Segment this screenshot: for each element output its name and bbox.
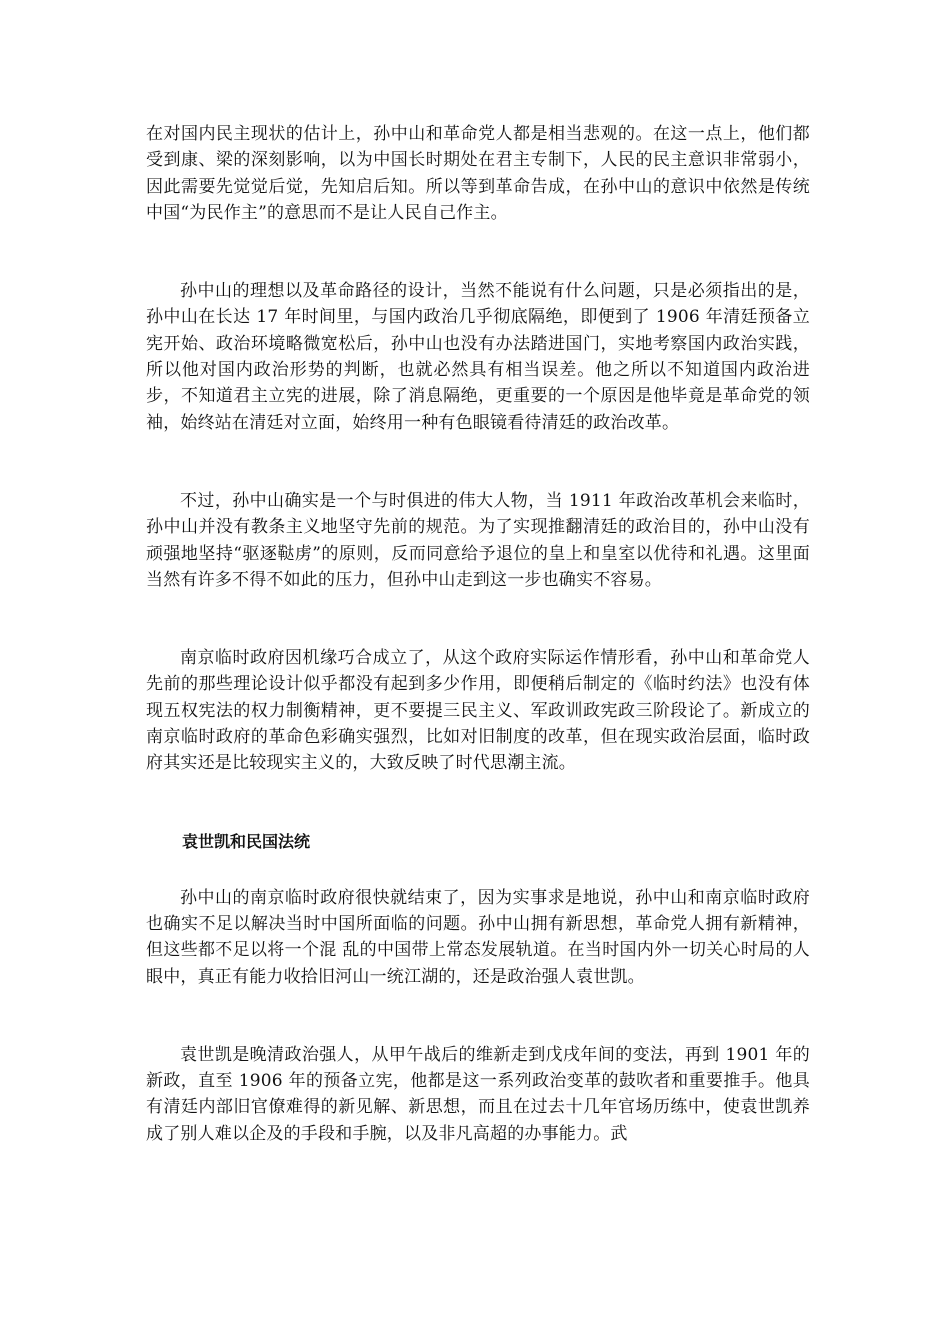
paragraph-spacer [146, 226, 810, 278]
document-page [146, 121, 810, 1147]
paragraph-spacer [146, 855, 810, 885]
section-heading: 袁世凯和民国法统 [182, 831, 311, 851]
paragraph-spacer [146, 777, 810, 829]
paragraph-spacer [146, 593, 810, 645]
paragraph-5: 孙中山的南京临时政府很快就结束了，因为实事求是地说，孙中山和南京临时政府也确实不足以解决当时中国所面临的问题。孙中山拥有新思想，革命党人拥有新精神，但这些都不足以将一个混 乱的中国带上常态发展轨道。在当时国内外一切关心时局的人眼中，真正有能力收拾旧河山一统江湖的，还是政治强人袁世凯。 [146, 887, 810, 987]
paragraph-1: 在对国内民主现状的估计上，孙中山和革命党人都是相当悲观的。在这一点上，他们都受到康、梁的深刻影响，以为中国长时期处在君主专制下，人民的民主意识非常弱小，因此需要先觉觉后觉，先知启后知。所以等到革命告成，在孙中山的意识中依然是传统中国“为民作主”的意思而不是让人民自己作主。 [146, 124, 810, 223]
paragraph-4: 南京临时政府因机缘巧合成立了，从这个政府实际运作情形看，孙中山和革命党人先前的那些理论设计似乎都没有起到多少作用，即便稍后制定的《临时约法》也没有体现五权宪法的权力制衡精神，更不要提三民主义、军政训政宪政三阶段论了。新成立的南京临时政府的革命色彩确实强烈，比如对旧制度的改革，但在现实政治层面，临时政府其实还是比较现实主义的，大致反映了时代思潮主流。 [146, 648, 810, 774]
paragraph-spacer [146, 990, 810, 1042]
paragraph-2: 孙中山的理想以及革命路径的设计，当然不能说有什么问题，只是必须指出的是，孙中山在长达 17 年时间里，与国内政治几乎彻底隔绝，即便到了 1906 年清廷预备立宪开始、政治环境略微宽松后，孙中山也没有办法踏进国门，实地考察国内政治实践，所以他对国内政治形势的判断，也就必然具有相当误差。他之所以不知道国内政治进步，不知道君主立宪的进展，除了消息隔绝，更重要的一个原因是他毕竟是革命党的领袖，始终站在清廷对立面，始终用一种有色眼镜看待清廷的政治改革。 [146, 281, 810, 433]
paragraph-3: 不过，孙中山确实是一个与时俱进的伟大人物，当 1911 年政治改革机会来临时，孙中山并没有教条主义地坚守先前的规范。为了实现推翻清廷的政治目的，孙中山没有顽强地坚持“驱逐鞑虏”的原则，反而同意给予退位的皇上和皇室以优待和礼遇。这里面当然有许多不得不如此的压力，但孙中山走到这一步也确实不容易。 [146, 490, 810, 590]
paragraph-spacer [146, 436, 810, 488]
paragraph-6: 袁世凯是晚清政治强人，从甲午战后的维新走到戊戌年间的变法，再到 1901 年的新政，直至 1906 年的预备立宪，他都是这一系列政治变革的鼓吹者和重要推手。他具有清廷内部旧官僚难得的新见解、新思想，而且在过去十几年官场历练中，使袁世凯养成了别人难以企及的手段和手腕，以及非凡高超的办事能力。武 [146, 1044, 810, 1144]
